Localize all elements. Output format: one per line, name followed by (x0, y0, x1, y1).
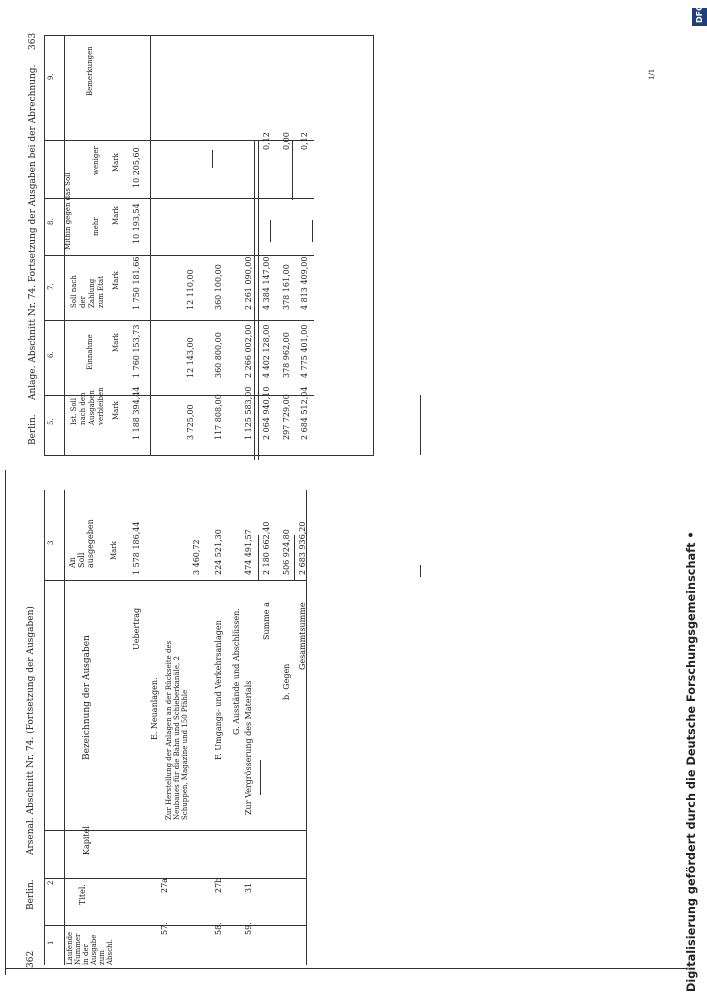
dfg-banner (683, 8, 705, 992)
r-row1-c5: 1 188 394,44 (132, 386, 141, 440)
r-row6-c8b: 0,12 (300, 132, 309, 150)
header-explanation: Bezeichnung der Ausgaben (82, 635, 92, 760)
gegen-amount: 506 924,80 (282, 529, 291, 575)
row-58-heading: F. Umgangs- und Verkehrsanlagen (214, 620, 223, 760)
row-uebertrag-label: Uebertrag (132, 607, 141, 650)
r-gutter-mark-2 (420, 565, 421, 577)
r-row4-c5: 1 125 583,00 (244, 386, 253, 440)
left-table-sep-a (44, 878, 306, 879)
row-57-amount: 3 460,72 (192, 539, 201, 575)
page-bottom-border (5, 968, 687, 969)
r-row7-c7: 4 813 409,00 (300, 256, 309, 310)
r-row2-c7: 12 110,00 (186, 269, 195, 310)
r-row1-c7: 1 750 181,66 (132, 256, 141, 310)
left-col-num-1: 1 (47, 940, 55, 945)
row-58-num: 58. (214, 922, 223, 935)
r-row1-c8a: 10 193,54 (132, 203, 141, 244)
right-col-num-9: 9. (47, 73, 55, 80)
left-running-head: Arsenal. Abschnitt Nr. 74. (Fortsetzung der Ausgaben) (26, 606, 36, 855)
header-title: Titel. (78, 884, 87, 905)
row-59-title: 31 (244, 882, 253, 893)
r-sum-double-rule (254, 140, 259, 460)
r-row5-c5: 2 064 940,10 (262, 386, 271, 440)
right-header-unit-6: Mark (112, 333, 120, 352)
right-header-unit-5: Mark (112, 401, 120, 420)
r-row4-c6: 2 266 002,00 (244, 324, 253, 378)
right-col-num-5: 5. (47, 418, 55, 425)
dfg-logo (692, 4, 707, 26)
r-row1-c8b: 10 205,60 (132, 147, 141, 188)
right-col-num-8: 8. (47, 218, 55, 225)
row-58-title: 27b (214, 877, 223, 893)
right-table-top-rule (44, 455, 374, 456)
row-57-title: 27a (160, 878, 169, 893)
gesammtsumme-amount: 2 683 936,20 (298, 521, 307, 575)
r-short-mark-1 (270, 220, 271, 242)
r-row3-c7: 360 100,00 (214, 264, 223, 310)
page-left-border (5, 470, 6, 975)
right-header-c6: Einnahme (86, 334, 94, 370)
r-row3-c5: 117 808,00 (214, 394, 223, 440)
right-header-unit-8a: Mark (112, 206, 120, 225)
r-row4-c8b: 0,12 (262, 132, 271, 150)
r-row6-c5: 297 729,00 (282, 394, 291, 440)
left-sum-rule-1 (258, 535, 259, 580)
r-row5-c7: 4 384 147,00 (262, 256, 271, 310)
left-table-header-rule (64, 490, 65, 965)
row-59-text: Zur Vergrösserung des Materials (244, 680, 253, 815)
r-sum-rule-1 (292, 140, 293, 200)
right-running-head-prefix: Berlin. (28, 414, 38, 445)
gesammtsumme-label: Gesammtsumme (298, 602, 307, 670)
right-page-number: 363 (28, 32, 38, 50)
r-row6-c6: 378 962,00 (282, 332, 291, 378)
right-table-left-rule (44, 35, 45, 455)
left-sum-rule-2 (294, 535, 295, 580)
summe-a-label: Summe a (262, 602, 271, 640)
right-header-c5: Ist. Soll nach den Ausgaben verbleiben (70, 387, 105, 425)
row-57-num: 57. (160, 922, 169, 935)
left-short-rule (260, 760, 261, 795)
top-right-small-mark: 1/1 (648, 68, 656, 80)
left-table-left-rule (44, 490, 45, 965)
right-col-num-7: 7. (47, 283, 55, 290)
dfg-logo-text: DFG (695, 4, 704, 23)
header-amount: An Soll ausgegeben (68, 519, 95, 568)
r-row1-c6: 1 760 153,73 (132, 324, 141, 378)
row-59-heading: G. Ausstände und Abschlüssen. (232, 608, 241, 735)
r-row7-c6: 4 775 401,00 (300, 324, 309, 378)
right-col-sep-6 (44, 320, 314, 321)
right-header-c8b: weniger (92, 146, 100, 175)
right-header-unit-7: Mark (112, 271, 120, 290)
r-row5-c6: 4 402 128,00 (262, 324, 271, 378)
right-running-head: Anlage. Abschnitt Nr. 74. Fortsetzung der Ausgaben bei der Abrechnung. (28, 64, 38, 400)
left-page-number: 362 (26, 950, 36, 968)
header-amount-unit: Mark (110, 541, 118, 560)
row-57-heading: E. Neuanlagen. (150, 677, 159, 740)
r-gutter-mark (420, 395, 421, 455)
right-col-sep-7 (44, 255, 314, 256)
right-col-sep-9 (44, 140, 314, 141)
r-row3-dash (212, 150, 213, 168)
r-row2-c6: 12 143,00 (186, 337, 195, 378)
right-bemerk-rule (44, 35, 374, 36)
right-table-header-bottom (150, 35, 151, 455)
r-row3-c6: 360 800,00 (214, 332, 223, 378)
row-59-num: 59. (244, 922, 253, 935)
summe-a-amount: 2 180 662,40 (262, 521, 271, 575)
right-header-c9: Bemerkungen (86, 46, 94, 96)
right-table-right-rule (373, 35, 374, 455)
right-col-sep-8 (44, 198, 314, 199)
right-header-c7: Soll nach der Zahlung zum Etat (70, 275, 105, 308)
left-running-head-prefix: Berlin. (26, 879, 36, 910)
left-table-sep-c (44, 580, 306, 581)
right-header-unit-8b: Mark (112, 153, 120, 172)
dfg-banner-text: Digitalisierung gefördert durch die Deutsche Forschungsgemeinschaft • (685, 531, 698, 992)
r-row2-c5: 3 725,00 (186, 404, 195, 440)
r-row4-c7: 2 261 090,00 (244, 256, 253, 310)
right-header-c8a: mehr (92, 217, 100, 236)
row-58-amount: 224 521,30 (214, 529, 223, 575)
left-col-num-2: 2 (47, 880, 55, 885)
row-59-amount: 474 491,57 (244, 529, 253, 575)
r-short-mark-2 (312, 220, 313, 242)
r-row7-c5: 2 684 512,04 (300, 386, 309, 440)
header-kapitel: Kapitel (82, 826, 91, 855)
row-57-text: Zur Herstellung der Anlagen an der Rückseite des Neubaues für die Bahn und Schieberkanäle, 2 Schuppen, Magazine und 150 Pfähle (165, 640, 189, 820)
right-header-c8-group: Mithin gegen das Soll (64, 172, 72, 250)
right-col-num-6: 6. (47, 351, 55, 358)
row-uebertrag-amount: 1 578 186,44 (132, 521, 141, 575)
header-running-number: Laufende Nummer in der Ausgabe zum Abschl. (66, 931, 114, 965)
left-col-num-3: 3 (47, 540, 55, 545)
r-row6-c7: 378 161,00 (282, 264, 291, 310)
r-row5-c8b: 0,00 (282, 132, 291, 150)
gegen-label: b. Gegen (282, 663, 291, 700)
